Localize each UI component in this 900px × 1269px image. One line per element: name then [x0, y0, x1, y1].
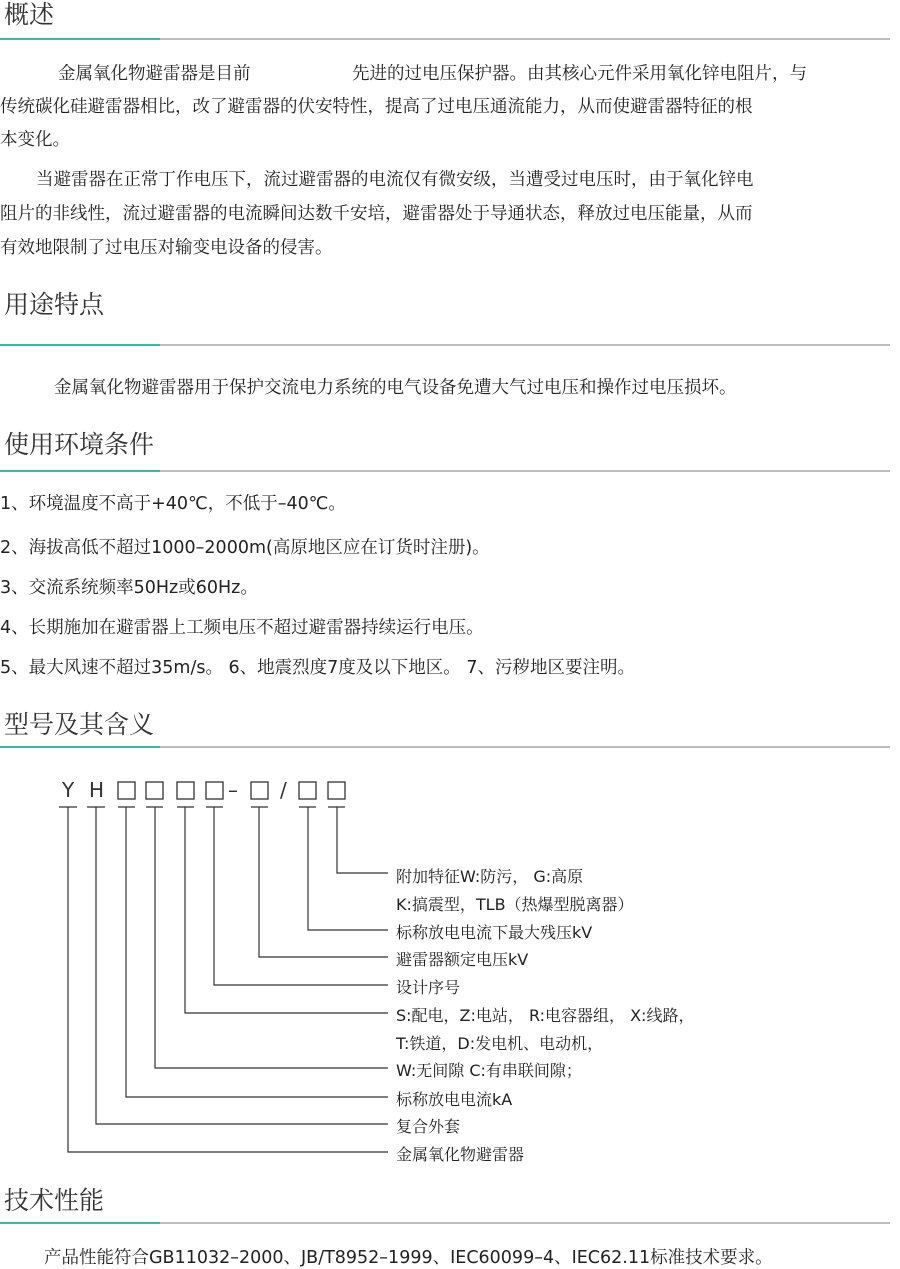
overview-p1-line1a: 金属氧化物避雷器是目前 [58, 64, 251, 84]
code-box-1 [118, 782, 135, 799]
model-label-usage-type-2: T:铁道，D:发电机、电动机， [396, 1034, 604, 1053]
section-divider [0, 1222, 890, 1224]
overview-p2-line1: 当避雷器在正常丁作电压下，流过避雷器的电流仅有微安级，当遭受过电压时，由于氧化锌电 [36, 170, 754, 190]
code-box-3 [177, 782, 194, 799]
section-divider [0, 746, 890, 748]
code-box-6 [299, 782, 316, 799]
section-title-performance: 技术性能 [4, 1186, 105, 1215]
environment-item-5: 5、最大风速不超过35m/s。 6、地震烈度7度及以下地区。 7、污秽地区要注明。 [0, 658, 635, 678]
environment-item-3: 3、交流系统频率50Hz或60Hz。 [0, 578, 258, 598]
section-divider [0, 470, 890, 472]
model-code-diagram [0, 770, 900, 1170]
model-code-h: H [89, 778, 105, 802]
usage-text: 金属氧化物避雷器用于保护交流电力系统的电气设备免遭大气过电压和操作过电压损坏。 [54, 378, 737, 398]
model-label-usage-type-1: S:配电，Z:电站， R:电容器组， X:线路， [396, 1006, 695, 1025]
overview-p1-line1b: 先进的过电压保护器。由其核心元件采用氧化锌电阻片，与 [352, 64, 807, 84]
section-title-usage: 用途特点 [4, 290, 105, 319]
section-divider [0, 344, 890, 346]
model-label-additional: 附加特征W:防污， G:高原 [396, 867, 584, 886]
overview-p1-line3: 本变化。 [0, 130, 70, 150]
model-label-residual-voltage: 标称放电电流下最大残压kV [396, 923, 593, 942]
model-label-gap: W:无间隙 C:有串联间隙； [396, 1061, 582, 1080]
model-label-seismic: K:搞震型，TLB（热爆型脱离器） [396, 895, 634, 914]
model-label-housing: 复合外套 [396, 1117, 461, 1136]
section-title-environment: 使用环境条件 [4, 430, 155, 459]
environment-item-4: 4、长期施加在避雷器上工频电压不超过避雷器持续运行电压。 [0, 618, 484, 638]
code-box-4 [206, 782, 223, 799]
environment-item-2: 2、海拔高低不超过1000–2000m(高原地区应在订货时注册)。 [0, 538, 490, 558]
overview-p2-line3: 有效地限制了过电压对输变电设备的侵害。 [0, 238, 333, 258]
section-title-model: 型号及其含义 [4, 710, 155, 739]
performance-text: 产品性能符合GB11032–2000、JB/T8952–1999、IEC60099–4、IEC62.11标准技术要求。 [44, 1248, 773, 1268]
model-label-rated-voltage: 避雷器额定电压kV [396, 950, 529, 969]
code-box-2 [146, 782, 163, 799]
environment-item-1: 1、环境温度不高于+40℃，不低于–40℃。 [0, 494, 346, 514]
model-code-dash: – [228, 778, 238, 802]
overview-p2-line2: 阻片的非线性，流过避雷器的电流瞬间达数千安培，避雷器处于导通状态，释放过电压能量，从而 [0, 204, 753, 224]
code-box-5 [251, 782, 268, 799]
overview-p1-line2: 传统碳化硅避雷器相比，改了避雷器的伏安特性，提高了过电压通流能力，从而使避雷器特征的根 [0, 97, 753, 117]
section-title-overview: 概述 [4, 0, 55, 29]
model-label-discharge-current: 标称放电电流kA [396, 1090, 513, 1109]
model-code-y: Y [62, 778, 75, 802]
model-label-design-no: 设计序号 [396, 978, 461, 997]
section-divider [0, 38, 890, 40]
model-code-slash: / [280, 778, 287, 802]
code-box-7 [328, 782, 345, 799]
model-label-arrester: 金属氧化物避雷器 [396, 1145, 525, 1164]
